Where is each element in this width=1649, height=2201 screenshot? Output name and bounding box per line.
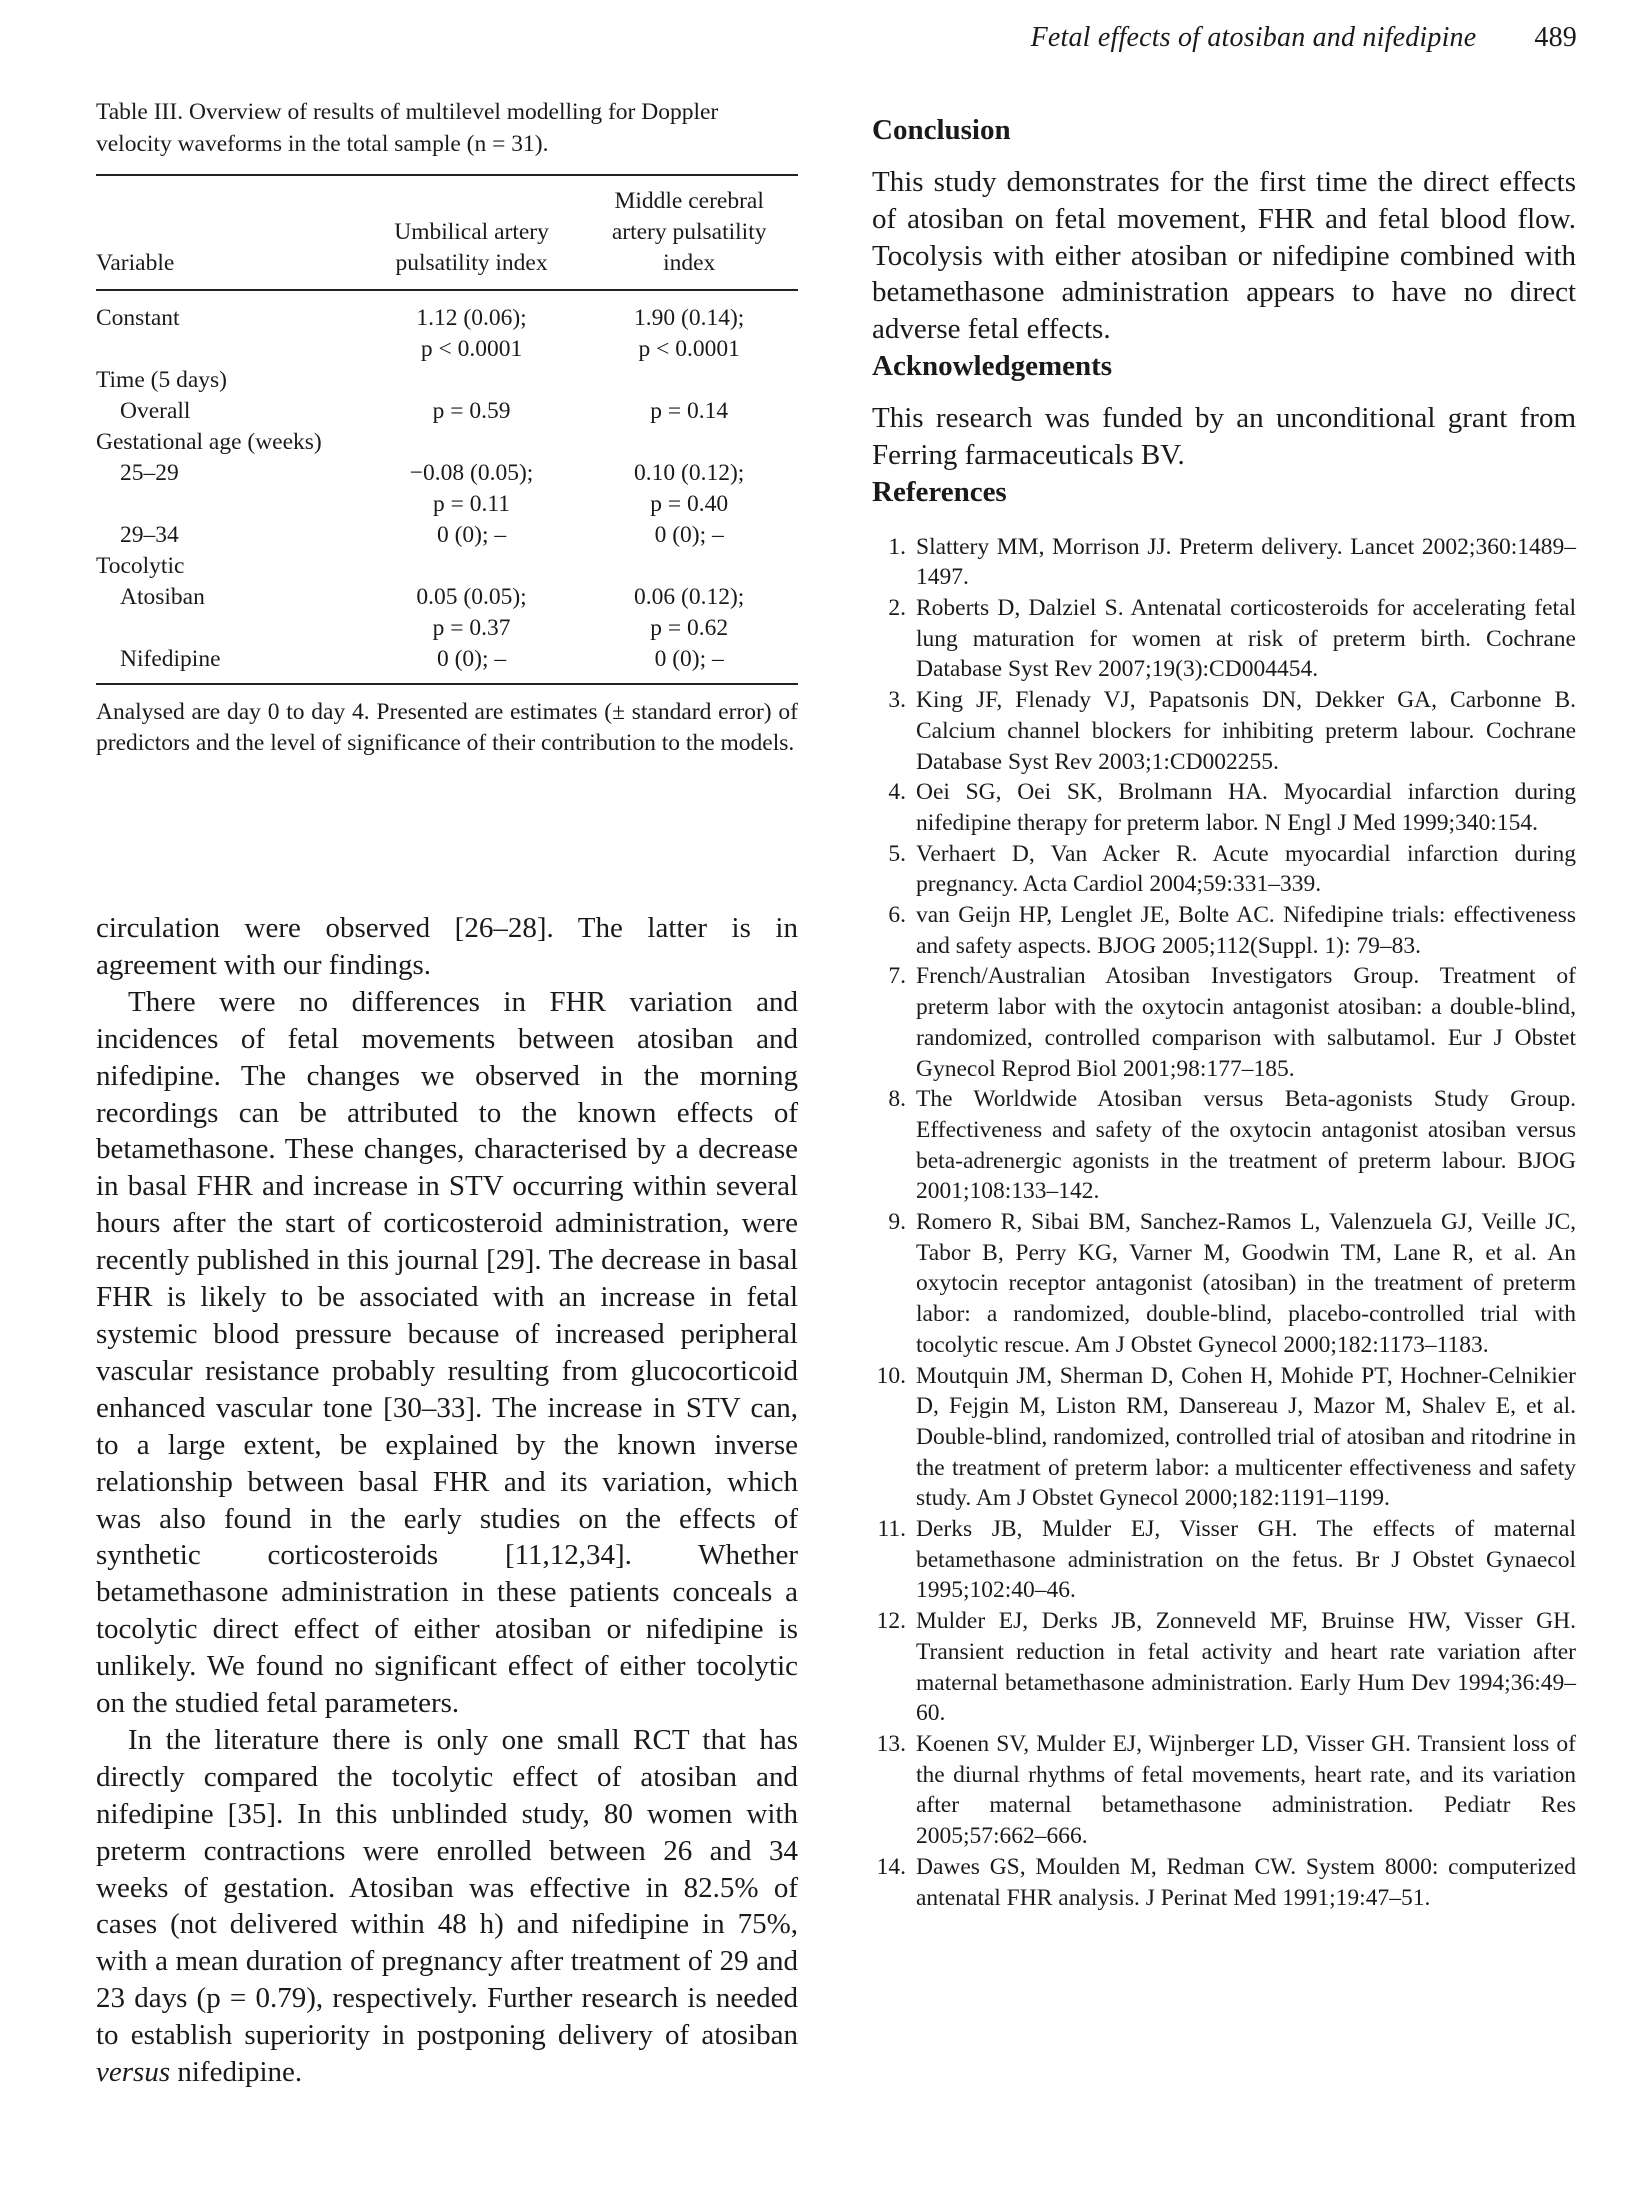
reference-number: 8. xyxy=(888,1086,906,1113)
reference-text: King JF, Flenady VJ, Papatsonis DN, Dekker GA, Carbonne B. Calcium channel blockers for inhibiting preterm labour. Cochrane Database Syst Rev 2003;1:CD002255. xyxy=(916,687,1576,775)
umbilical-value xyxy=(363,365,581,396)
mca-value xyxy=(580,427,798,458)
table-row xyxy=(96,582,798,613)
reference-number: 3. xyxy=(888,687,906,714)
acknowledgements-heading: Acknowledgements xyxy=(872,349,1113,382)
header-mca-text: Middle cerebral artery pulsatility index xyxy=(611,188,767,276)
row-label: Constant xyxy=(96,305,180,331)
table-row xyxy=(96,365,798,396)
mca-value: p = 0.62 xyxy=(650,615,729,641)
reference-number: 12. xyxy=(876,1608,906,1635)
mca-value: 0.06 (0.12); xyxy=(634,584,745,610)
table-note: Analysed are day 0 to day 4. Presented are estimates (± standard error) of predictors and the level of significance of their contribution to the models. xyxy=(96,699,798,756)
reference-text: The Worldwide Atosiban versus Beta-agonists Study Group. Effectiveness and safety of the oxytocin antagonist atosiban versus beta-adrenergic agonists in the treatment of preterm labour. BJOG 2001;108:133–142. xyxy=(916,1086,1576,1205)
reference-number: 6. xyxy=(888,902,906,929)
body-paragraph-1: circulation were observed [26–28]. The latter is in agreement with our findings. xyxy=(96,912,798,981)
umbilical-value: 1.12 (0.06); xyxy=(416,305,527,331)
reference-text: Verhaert D, Van Acker R. Acute myocardial infarction during pregnancy. Acta Cardiol 2004;59:331–339. xyxy=(916,840,1576,898)
reference-item xyxy=(872,532,1576,593)
row-label xyxy=(96,489,363,520)
reference-number: 13. xyxy=(876,1731,906,1757)
running-head-title: Fetal effects of atosiban and nifedipine xyxy=(1030,22,1477,53)
table-caption: Table III. Overview of results of multilevel modelling for Doppler velocity waveforms in the total sample (n = 31). xyxy=(96,99,719,157)
header-variable: Variable xyxy=(96,176,363,290)
reference-item xyxy=(872,900,1576,961)
row-label: Tocolytic xyxy=(96,553,185,579)
reference-text: van Geijn HP, Lenglet JE, Bolte AC. Nifedipine trials: effectiveness and safety aspects. BJOG 2005;112(Suppl. 1): 79–83. xyxy=(916,902,1576,959)
row-label: Overall xyxy=(120,398,191,424)
umbilical-value xyxy=(363,427,581,458)
reference-text: Koenen SV, Mulder EJ, Wijnberger LD, Visser GH. Transient loss of the diurnal rhythms of fetal movements, heart rate, and its variation after maternal betamethasone administration. Pediatr Res 2005;57:662–666. xyxy=(916,1731,1576,1850)
row-label: 25–29 xyxy=(120,460,179,486)
conclusion-text: This study demonstrates for the first time the direct effects of atosiban on fetal movement, FHR and fetal blood flow. Tocolysis with either atosiban or nifedipine combined with betamethasone administration appears to have no direct adverse fetal effects. xyxy=(872,166,1576,346)
header-mca xyxy=(580,176,798,290)
row-label xyxy=(96,613,363,644)
reference-number: 2. xyxy=(888,594,906,621)
body-paragraph-3-text: In the literature there is only one small RCT that has directly compared the tocolytic effect of atosiban and nifedipine [35]. In this unblinded study, 80 women with preterm contractions were enrolled between 26 and 34 weeks of gestation. Atosiban was effective in 82.5% of cases (not delivered within 48 h) and nifedipine in 75%, with a mean duration of pregnancy after treatment of 29 and 23 days (p = 0.79), respectively. Further research is needed to establish superiority in postponing delivery of atosiban xyxy=(96,1723,798,2052)
reference-item xyxy=(872,1852,1576,1913)
reference-text: Oei SG, Oei SK, Brolmann HA. Myocardial infarction during nifedipine therapy for preterm labor. N Engl J Med 1999;340:154. xyxy=(916,779,1576,836)
reference-text: Mulder EJ, Derks JB, Zonneveld MF, Bruinse HW, Visser GH. Transient reduction in fetal activity and heart rate variation after maternal betamethasone administration. Early Hum Dev 1994;36:49–60. xyxy=(916,1608,1576,1727)
reference-item xyxy=(872,1361,1576,1515)
reference-item xyxy=(872,593,1576,685)
table-body xyxy=(96,290,798,683)
mca-value xyxy=(580,551,798,582)
mca-value: 0 (0); – xyxy=(654,522,724,548)
reference-number: 7. xyxy=(888,963,906,990)
umbilical-value: p = 0.59 xyxy=(432,398,511,424)
reference-list xyxy=(872,532,1576,1914)
row-label: Time (5 days) xyxy=(96,367,227,393)
reference-number: 4. xyxy=(888,779,906,806)
acknowledgements-text: This research was funded by an unconditional grant from Ferring farmaceuticals BV. xyxy=(872,401,1576,471)
body-paragraph-2: There were no differences in FHR variation and incidences of fetal movements between atosiban and nifedipine. The changes we observed in the morning recordings can be attributed to the known effects of betamethasone. These changes, characterised by a decrease in basal FHR and increase in STV occurring within several hours after the start of corticosteroid administration, were recently published in this journal [29]. The decrease in basal FHR is likely to be associated with an increase in fetal systemic blood pressure because of increased peripheral vascular resistance probably resulting from glucocorticoid enhanced vascular tone [30–33]. The increase in STV can, to a large extent, be explained by the known inverse relationship between basal FHR and its variation, which was also found in the early studies on the effects of synthetic corticosteroids [11,12,34]. Whether betamethasone administration in these patients conceals a tocolytic direct effect of either atosiban or nifedipine is unlikely. We found no significant effect of either tocolytic on the studied fetal parameters. xyxy=(96,985,798,1720)
conclusion-heading: Conclusion xyxy=(872,114,1011,146)
mca-value xyxy=(580,365,798,396)
table-row xyxy=(96,290,798,334)
body-paragraph-3-italic: versus xyxy=(96,2056,171,2089)
reference-text: Romero R, Sibai BM, Sanchez-Ramos L, Valenzuela GJ, Veille JC, Tabor B, Perry KG, Varner M, Goodwin TM, Lane R, et al. An oxytocin receptor antagonist (atosiban) in the treatment of preterm labor: a randomized, double-blind, placebo-controlled trial with tocolytic rescue. Am J Obstet Gynecol 2000;182:1173–1183. xyxy=(916,1209,1576,1358)
right-column xyxy=(872,112,1576,1913)
reference-number: 1. xyxy=(888,533,906,560)
mca-value: 0.10 (0.12); xyxy=(634,460,745,486)
reference-item xyxy=(872,1207,1576,1361)
row-label xyxy=(96,334,363,365)
reference-text: French/Australian Atosiban Investigators Group. Treatment of preterm labor with the oxytocin antagonist atosiban: a double-blind, randomized, controlled comparison with salbutamol. Eur J Obstet Gynecol Reprod Biol 2001;98:177–185. xyxy=(916,963,1576,1082)
umbilical-value xyxy=(363,551,581,582)
reference-item xyxy=(872,685,1576,777)
reference-number: 11. xyxy=(877,1516,906,1543)
table-row xyxy=(96,551,798,582)
reference-text: Dawes GS, Moulden M, Redman CW. System 8000: computerized antenatal FHR analysis. J Perinat Med 1991;19:47–51. xyxy=(916,1853,1576,1911)
running-head xyxy=(1031,22,1577,54)
header-umbilical xyxy=(363,176,581,290)
mca-value: p = 0.40 xyxy=(650,491,729,517)
reference-item xyxy=(872,1084,1576,1207)
reference-number: 5. xyxy=(888,840,906,867)
umbilical-value: p = 0.11 xyxy=(433,491,511,517)
results-table xyxy=(96,176,798,683)
reference-text: Moutquin JM, Sherman D, Cohen H, Mohide PT, Hochner-Celnikier D, Fejgin M, Liston RM, Dansereau J, Mazor M, Shalev E, et al. Double-blind, randomized, controlled trial of atosiban and ritodrine in the treatment of preterm labor: a multicenter effectiveness and safety study. Am J Obstet Gynecol 2000;182:1191–1199. xyxy=(916,1362,1576,1512)
umbilical-value: p = 0.37 xyxy=(432,615,511,641)
main-body-text xyxy=(96,910,798,2091)
reference-text: Slattery MM, Morrison JJ. Preterm delivery. Lancet 2002;360:1489–1497. xyxy=(916,533,1576,591)
reference-text: Derks JB, Mulder EJ, Visser GH. The effects of maternal betamethasone administration on the fetus. Br J Obstet Gynaecol 1995;102:40–46. xyxy=(916,1516,1576,1604)
umbilical-value: 0.05 (0.05); xyxy=(416,584,527,610)
table-row xyxy=(96,334,798,365)
body-paragraph-3 xyxy=(96,1722,798,2091)
table-row xyxy=(96,520,798,551)
table-row xyxy=(96,489,798,520)
left-column xyxy=(96,96,798,783)
references-heading: References xyxy=(872,475,1007,508)
reference-number: 9. xyxy=(888,1209,906,1236)
table-row xyxy=(96,644,798,683)
table-header-row xyxy=(96,176,798,290)
row-label: Nifedipine xyxy=(120,646,221,672)
row-label: Gestational age (weeks) xyxy=(96,429,322,455)
row-label: 29–34 xyxy=(120,522,179,548)
mca-value: 1.90 (0.14); xyxy=(634,305,745,331)
mca-value: p < 0.0001 xyxy=(638,336,740,362)
reference-number: 14. xyxy=(876,1853,906,1880)
reference-item xyxy=(872,1729,1576,1852)
table-row xyxy=(96,613,798,644)
umbilical-value: 0 (0); – xyxy=(436,646,507,672)
reference-text: Roberts D, Dalziel S. Antenatal corticosteroids for accelerating fetal lung maturation for women at risk of preterm birth. Cochrane Database Syst Rev 2007;19(3):CD004454. xyxy=(916,594,1576,683)
reference-number: 10. xyxy=(876,1362,906,1389)
results-table-wrapper xyxy=(96,174,798,685)
table-row xyxy=(96,396,798,427)
reference-item xyxy=(872,777,1576,838)
reference-item xyxy=(872,1514,1576,1606)
page-number: 489 xyxy=(1534,22,1577,53)
umbilical-value: p < 0.0001 xyxy=(420,336,523,362)
reference-item xyxy=(872,961,1576,1084)
mca-value: p = 0.14 xyxy=(650,398,729,424)
mca-value: 0 (0); – xyxy=(654,646,724,672)
table-row xyxy=(96,458,798,489)
umbilical-value: −0.08 (0.05); xyxy=(409,460,534,486)
header-umbilical-text: Umbilical artery pulsatility index xyxy=(394,219,549,276)
reference-item xyxy=(872,839,1576,900)
row-label: Atosiban xyxy=(120,584,205,610)
table-row xyxy=(96,427,798,458)
umbilical-value: 0 (0); – xyxy=(436,522,507,548)
reference-item xyxy=(872,1606,1576,1729)
body-paragraph-3-end: nifedipine. xyxy=(177,2056,303,2089)
